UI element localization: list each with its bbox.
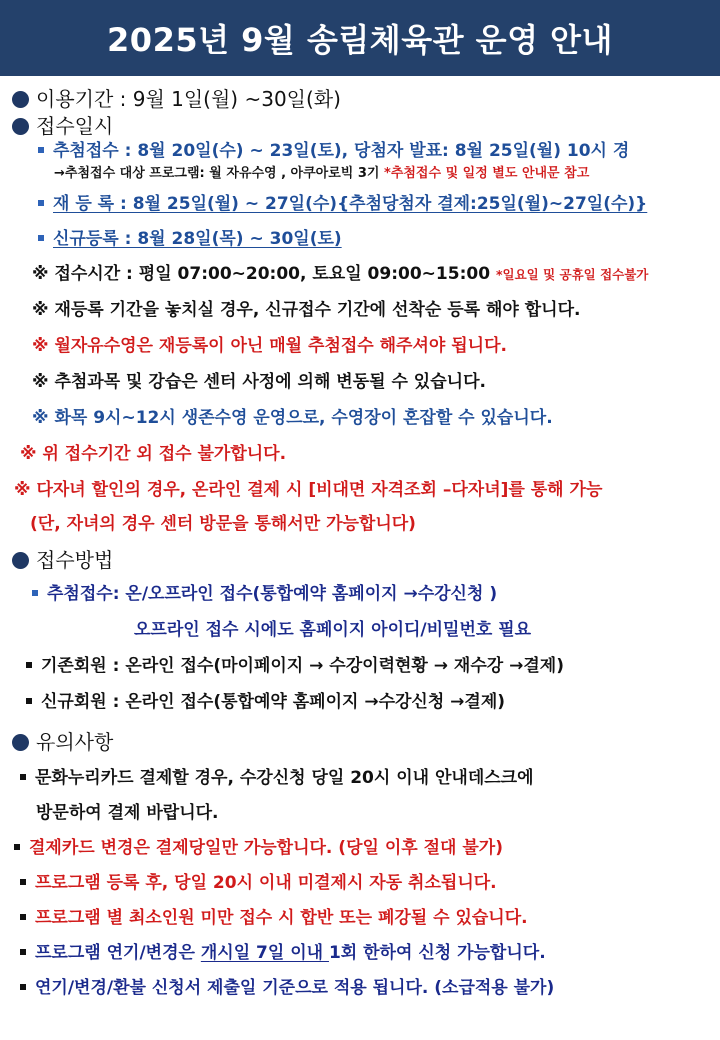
bullet-circle-icon	[12, 734, 29, 751]
period-label: 이용기간 : 9월 1일(월) ~30일(화)	[36, 87, 341, 111]
lottery-note	[54, 166, 589, 182]
caution-refund-text: 연기/변경/환불 신청서 제출일 기준으로 적용 됩니다. (소급적용 불가)	[35, 978, 555, 998]
method-existing-text: 기존회원 : 온라인 접수(마이페이지 → 수강이력현황 → 재수강 →결제)	[41, 656, 564, 676]
caution-auto-cancel	[20, 873, 497, 893]
bullet-square-icon	[32, 590, 38, 596]
caution-card-change-text: 결제카드 변경은 결제당일만 가능합니다. (당일 이후 절대 불가)	[29, 838, 503, 858]
method-new	[26, 692, 505, 712]
note-multichild-sub	[30, 514, 416, 534]
note-change	[32, 372, 486, 392]
note-text: ※ 재등록 기간을 놓치실 경우, 신규접수 기간에 선착순 등록 해야 합니다.	[32, 300, 581, 320]
note-text: ※ 월자유수영은 재등록이 아닌 매월 추첨접수 해주셔야 됩니다.	[32, 336, 507, 356]
new-registration-schedule	[38, 229, 342, 249]
bullet-square-icon	[20, 879, 26, 885]
bullet-square-icon	[20, 949, 26, 955]
bullet-square-icon	[38, 147, 44, 153]
note-free-swim	[32, 336, 507, 356]
bullet-square-icon	[26, 662, 32, 668]
bullet-square-icon	[14, 844, 20, 850]
reception-heading	[12, 114, 113, 138]
caution-culture-card	[20, 768, 534, 788]
note-reregistration	[32, 300, 580, 320]
bullet-circle-icon	[12, 552, 29, 569]
bullet-circle-icon	[12, 118, 29, 135]
page-title: 2025년 9월 송림체육관 운영 안내	[107, 21, 613, 59]
caution-card-change	[14, 838, 503, 858]
caution-postpone-underlined: 개시일 7일 이내	[200, 943, 329, 963]
note-outside-period	[20, 444, 286, 464]
note-text: (단, 자녀의 경우 센터 방문을 통해서만 가능합니다)	[30, 514, 416, 534]
lottery-schedule-text: 추첨접수 : 8월 20일(수) ~ 23일(토), 당첨자 발표: 8월 25일(월) 10시 경	[53, 141, 630, 161]
lottery-note-programs: →추첨접수 대상 프로그램: 월 자유수영 , 아쿠아로빅 3기	[54, 166, 380, 181]
caution-auto-cancel-text: 프로그램 등록 후, 당일 20시 이내 미결제시 자동 취소됩니다.	[35, 873, 497, 893]
reregistration-text: 재 등 록 : 8월 25일(월) ~ 27일(수){추첨당첨자 결제:25일(월)~27일(수)}	[53, 194, 648, 214]
bullet-square-icon	[38, 235, 44, 241]
method-heading-label: 접수방법	[36, 548, 114, 572]
lottery-note-reference: *추첨접수 및 일정 별도 안내문 참고	[384, 166, 590, 181]
reception-heading-label: 접수일시	[36, 114, 114, 138]
method-lottery-text: 추첨접수: 온/오프라인 접수(통합예약 홈페이지 →수강신청 )	[47, 584, 498, 604]
caution-postpone	[20, 943, 546, 963]
bullet-square-icon	[38, 200, 44, 206]
note-multichild	[14, 480, 602, 500]
method-existing	[26, 656, 564, 676]
bullet-square-icon	[20, 774, 26, 780]
note-survival-swim	[32, 408, 553, 428]
caution-postpone-post: 1회 한하여 신청 가능합니다.	[328, 943, 546, 963]
caution-refund	[20, 978, 554, 998]
lottery-schedule	[38, 141, 629, 161]
bullet-square-icon	[20, 984, 26, 990]
reception-time-note: *일요일 및 공휴일 접수불가	[495, 267, 649, 282]
method-lottery	[32, 584, 497, 604]
caution-heading	[12, 730, 113, 754]
note-text: ※ 다자녀 할인의 경우, 온라인 결제 시 [비대면 자격조회 –다자녀]를 통해 가능	[14, 480, 603, 500]
caution-postpone-pre: 프로그램 연기/변경은	[35, 943, 201, 963]
method-heading	[12, 548, 113, 572]
caution-minimum-text: 프로그램 별 최소인원 미만 접수 시 합반 또는 폐강될 수 있습니다.	[35, 908, 528, 928]
bullet-square-icon	[20, 914, 26, 920]
caution-heading-label: 유의사항	[36, 730, 114, 754]
caution-minimum	[20, 908, 528, 928]
method-lottery-sub	[134, 620, 531, 640]
caution-culture-card-cont	[36, 803, 219, 823]
reception-time	[32, 264, 648, 284]
page-header	[0, 0, 720, 76]
new-registration-text: 신규등록 : 8월 28일(목) ~ 30일(토)	[53, 229, 342, 249]
reregistration-schedule	[38, 194, 647, 214]
bullet-circle-icon	[12, 91, 29, 108]
method-lottery-sub-text: 오프라인 접수 시에도 홈페이지 아이디/비밀번호 필요	[134, 620, 532, 640]
caution-culture-card-text: 문화누리카드 결제할 경우, 수강신청 당일 20시 이내 안내데스크에	[35, 768, 534, 788]
bullet-square-icon	[26, 698, 32, 704]
period-line	[12, 87, 341, 111]
note-text: ※ 위 접수기간 외 접수 불가합니다.	[20, 444, 287, 464]
caution-culture-card-text2: 방문하여 결제 바랍니다.	[36, 803, 219, 823]
method-new-text: 신규회원 : 온라인 접수(통합예약 홈페이지 →수강신청 →결제)	[41, 692, 506, 712]
note-text: ※ 화목 9시~12시 생존수영 운영으로, 수영장이 혼잡할 수 있습니다.	[32, 408, 553, 428]
reception-time-text: ※ 접수시간 : 평일 07:00~20:00, 토요일 09:00~15:00	[32, 264, 491, 284]
note-text: ※ 추첨과목 및 강습은 센터 사정에 의해 변동될 수 있습니다.	[32, 372, 486, 392]
